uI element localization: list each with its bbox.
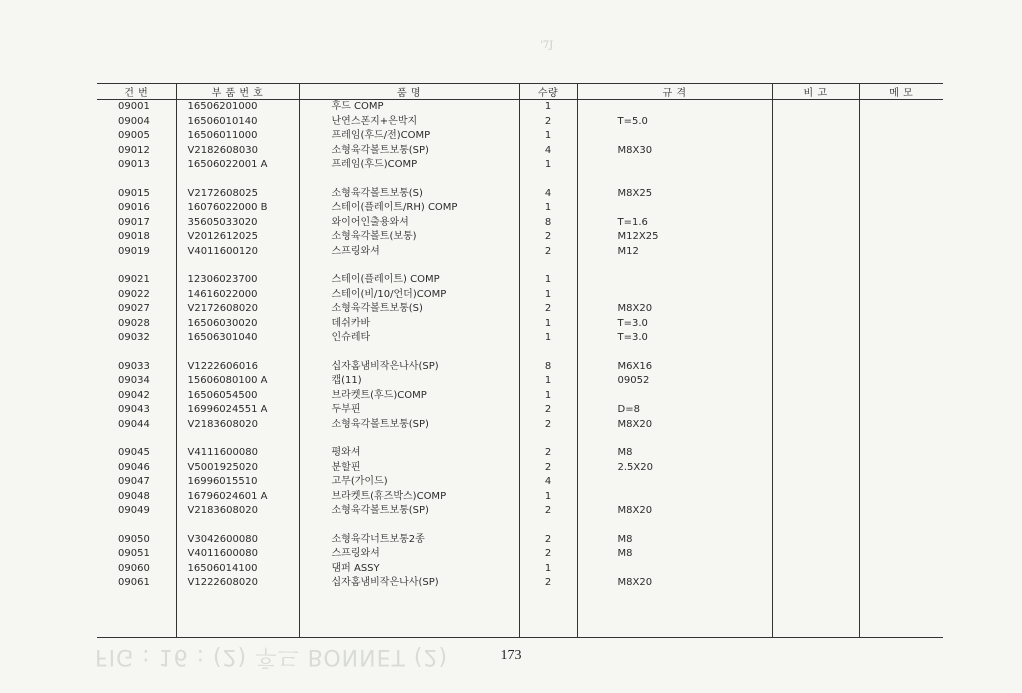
group-gap bbox=[300, 346, 519, 360]
cell-qty: 1 bbox=[544, 101, 552, 112]
cell-spec: M12X25 bbox=[617, 231, 659, 242]
group-gap bbox=[300, 173, 519, 187]
cell-qty: 4 bbox=[544, 476, 552, 487]
cell-part: V2172608025 bbox=[187, 187, 258, 199]
cell-no: 09046 bbox=[118, 461, 150, 473]
bleed-through-text: '7J bbox=[540, 40, 554, 51]
cell-part: 16076022000 B bbox=[187, 202, 268, 213]
group-gap bbox=[177, 519, 299, 533]
cell-part: 16796024601 A bbox=[187, 490, 268, 502]
column-memo bbox=[859, 100, 943, 638]
cell-no: 09049 bbox=[118, 505, 150, 516]
cell-part: V2012612025 bbox=[187, 231, 258, 242]
cell-part: V2183608020 bbox=[187, 418, 258, 430]
cell-qty: 2 bbox=[544, 447, 552, 458]
cell-spec: M12 bbox=[617, 245, 639, 257]
cell-qty: 1 bbox=[544, 130, 552, 141]
cell-no: 09043 bbox=[118, 404, 150, 415]
cell-spec bbox=[578, 100, 772, 115]
cell-part: 16506201000 bbox=[187, 101, 258, 112]
group-gap bbox=[300, 259, 519, 273]
cell-part: 16506022001 A bbox=[187, 159, 268, 170]
cell-qty: 1 bbox=[544, 375, 552, 386]
cell-no: 09027 bbox=[118, 303, 150, 314]
cell-qty: 2 bbox=[544, 461, 552, 473]
cell-part: 16506011000 bbox=[187, 130, 258, 141]
cell-name: 십자홈냄비작은나사(SP) bbox=[331, 360, 439, 372]
cell-qty: 1 bbox=[544, 490, 552, 502]
cell-no: 09032 bbox=[118, 332, 150, 343]
cell-qty: 2 bbox=[544, 548, 552, 559]
cell-name: 프레임(후드)COMP bbox=[331, 159, 418, 170]
cell-qty: 8 bbox=[544, 360, 552, 372]
cell-qty: 4 bbox=[544, 144, 552, 156]
cell-name: 와이어인출용와셔 bbox=[331, 216, 409, 228]
cell-spec: M6X16 bbox=[617, 360, 653, 372]
cell-name: 소형육각볼트(보통) bbox=[331, 231, 417, 242]
cell-name: 스테이(비/10/언더)COMP bbox=[331, 288, 447, 300]
cell-qty: 2 bbox=[544, 505, 552, 516]
header-no: 건 번 bbox=[97, 84, 176, 100]
cell-no: 09060 bbox=[118, 562, 150, 574]
cell-qty: 1 bbox=[544, 332, 552, 343]
cell-no: 09005 bbox=[118, 130, 150, 141]
group-gap bbox=[578, 519, 772, 533]
cell-qty: 1 bbox=[544, 202, 552, 213]
cell-spec: M8 bbox=[617, 447, 633, 458]
cell-part: 16506010140 bbox=[187, 115, 258, 127]
cell-name: 댐퍼 ASSY bbox=[331, 562, 380, 574]
group-gap bbox=[300, 519, 519, 533]
cell-qty: 2 bbox=[544, 404, 552, 415]
cell-no: 09033 bbox=[118, 360, 150, 372]
cell-part: V3042600080 bbox=[187, 533, 258, 545]
cell-name: 브라켓트(휴즈박스)COMP bbox=[331, 490, 447, 502]
cell-no: 09001 bbox=[118, 101, 150, 112]
cell-name: 두부핀 bbox=[331, 404, 361, 415]
header-remark: 비 고 bbox=[772, 84, 859, 100]
cell-spec bbox=[578, 389, 772, 404]
cell-name: 소형육각볼트보통(SP) bbox=[331, 505, 429, 516]
group-gap bbox=[177, 346, 299, 360]
cell-name: 스프링와셔 bbox=[331, 548, 380, 559]
cell-no: 09018 bbox=[118, 231, 150, 242]
header-part-number: 부 품 번 호 bbox=[176, 84, 299, 100]
cell-name: 스테이(플레이트/RH) COMP bbox=[331, 202, 458, 213]
page-number: 173 bbox=[500, 648, 522, 663]
cell-part: V2172608020 bbox=[187, 303, 258, 314]
column-quantity bbox=[519, 100, 577, 638]
group-gap bbox=[520, 259, 577, 273]
group-gap bbox=[578, 259, 772, 273]
cell-spec: D=8 bbox=[617, 404, 640, 415]
cell-name: 소형육각볼트보통(SP) bbox=[331, 418, 429, 430]
cell-qty: 1 bbox=[544, 389, 552, 401]
cell-qty: 2 bbox=[544, 303, 552, 314]
cell-name: 소형육각볼트보통(S) bbox=[331, 187, 423, 199]
cell-part: V1222608020 bbox=[187, 577, 258, 588]
cell-name: 후드 COMP bbox=[331, 101, 384, 112]
group-gap bbox=[520, 173, 577, 187]
cell-part: V1222606016 bbox=[187, 360, 258, 372]
cell-qty: 4 bbox=[544, 187, 552, 199]
header-quantity: 수량 bbox=[519, 84, 577, 100]
cell-qty: 2 bbox=[544, 245, 552, 257]
cell-qty: 2 bbox=[544, 418, 552, 430]
table-body-row bbox=[97, 100, 943, 638]
cell-qty: 2 bbox=[544, 577, 552, 588]
group-gap bbox=[578, 173, 772, 187]
cell-part: V5001925020 bbox=[187, 461, 258, 473]
cell-part: V4011600120 bbox=[187, 245, 258, 257]
cell-part: 16506301040 bbox=[187, 332, 258, 343]
cell-part: V2183608020 bbox=[187, 505, 258, 516]
cell-no: 09004 bbox=[118, 115, 150, 127]
group-gap bbox=[578, 346, 772, 360]
cell-no: 09045 bbox=[118, 447, 150, 458]
parts-table bbox=[97, 83, 943, 638]
cell-spec bbox=[578, 288, 772, 303]
cell-spec bbox=[578, 201, 772, 216]
cell-spec: T=3.0 bbox=[617, 317, 648, 329]
cell-no: 09034 bbox=[118, 375, 150, 386]
column-spec bbox=[577, 100, 772, 638]
header-part-name: 품 명 bbox=[299, 84, 519, 100]
cell-spec: M8X20 bbox=[617, 577, 653, 588]
cell-name: 난연스폰지+은박지 bbox=[331, 115, 418, 127]
cell-spec: M8X20 bbox=[617, 303, 653, 314]
cell-spec: 09052 bbox=[617, 375, 650, 386]
column-remark bbox=[772, 100, 859, 638]
cell-no: 09016 bbox=[118, 202, 150, 213]
cell-qty: 2 bbox=[544, 231, 552, 242]
cell-qty: 2 bbox=[544, 533, 552, 545]
cell-name: 프레임(후드/전)COMP bbox=[331, 130, 431, 141]
cell-spec bbox=[578, 490, 772, 505]
cell-part: 12306023700 bbox=[187, 274, 258, 285]
group-gap bbox=[520, 432, 577, 446]
cell-name: 소형육각볼트보통(S) bbox=[331, 303, 423, 314]
cell-name: 데쉬카바 bbox=[331, 317, 371, 329]
cell-spec: M8X20 bbox=[617, 505, 653, 516]
cell-spec: T=3.0 bbox=[617, 332, 648, 343]
cell-qty: 1 bbox=[544, 159, 552, 170]
cell-qty: 1 bbox=[544, 288, 552, 300]
cell-name: 소형육각너트보통2종 bbox=[331, 533, 425, 545]
cell-no: 09012 bbox=[118, 144, 150, 156]
cell-no: 09048 bbox=[118, 490, 150, 502]
cell-part: 16506054500 bbox=[187, 389, 258, 401]
cell-part: V4111600080 bbox=[187, 447, 258, 458]
cell-no: 09028 bbox=[118, 317, 150, 329]
cell-name: 스프링와셔 bbox=[331, 245, 380, 257]
cell-part: 15606080100 A bbox=[187, 375, 268, 386]
cell-no: 09047 bbox=[118, 476, 150, 487]
cell-name: 소형육각볼트보통(SP) bbox=[331, 144, 429, 156]
cell-no: 09022 bbox=[118, 288, 150, 300]
column-part-name bbox=[299, 100, 519, 638]
group-gap bbox=[520, 346, 577, 360]
cell-part: 16996015510 bbox=[187, 476, 258, 487]
cell-spec: M8 bbox=[617, 548, 633, 559]
cell-name: 인슈레타 bbox=[331, 332, 371, 343]
cell-no: 09044 bbox=[118, 418, 150, 430]
cell-spec: T=1.6 bbox=[617, 216, 648, 228]
cell-spec: M8 bbox=[617, 533, 633, 545]
group-gap bbox=[97, 259, 176, 273]
group-gap bbox=[97, 173, 176, 187]
cell-qty: 1 bbox=[544, 562, 552, 574]
cell-part: 16506014100 bbox=[187, 562, 258, 574]
group-gap bbox=[300, 432, 519, 446]
cell-name: 스테이(플레이트) COMP bbox=[331, 274, 440, 285]
group-gap bbox=[177, 432, 299, 446]
cell-no: 09050 bbox=[118, 533, 150, 545]
group-gap bbox=[97, 346, 176, 360]
column-no bbox=[97, 100, 176, 638]
cell-spec bbox=[578, 129, 772, 144]
cell-qty: 1 bbox=[544, 317, 552, 329]
cell-no: 09042 bbox=[118, 389, 150, 401]
cell-spec bbox=[578, 158, 772, 173]
cell-name: 캡(11) bbox=[331, 375, 362, 386]
cell-part: 16996024551 A bbox=[187, 404, 268, 415]
cell-spec: M8X25 bbox=[617, 187, 653, 199]
cell-no: 09017 bbox=[118, 216, 150, 228]
cell-no: 09013 bbox=[118, 159, 150, 170]
cell-part: V2182608030 bbox=[187, 144, 258, 156]
cell-spec: M8X30 bbox=[617, 144, 653, 156]
cell-qty: 1 bbox=[544, 274, 552, 285]
cell-spec bbox=[578, 475, 772, 490]
group-gap bbox=[177, 259, 299, 273]
header-memo: 메 모 bbox=[859, 84, 943, 100]
cell-spec: 2.5X20 bbox=[617, 461, 653, 473]
cell-name: 고무(가이드) bbox=[331, 476, 388, 487]
cell-no: 09061 bbox=[118, 577, 150, 588]
group-gap bbox=[520, 519, 577, 533]
cell-no: 09021 bbox=[118, 274, 150, 285]
cell-no: 09051 bbox=[118, 548, 150, 559]
cell-part: V4011600080 bbox=[187, 548, 258, 559]
cell-part: 16506030020 bbox=[187, 317, 258, 329]
cell-name: 십자홈냄비작은나사(SP) bbox=[331, 577, 439, 588]
cell-spec: T=5.0 bbox=[617, 115, 648, 127]
cell-spec: M8X20 bbox=[617, 418, 653, 430]
bleed-through-caption: FIG : 16 : (2) 후드 BONNET (2) bbox=[95, 644, 449, 669]
group-gap bbox=[97, 519, 176, 533]
cell-name: 평와셔 bbox=[331, 447, 361, 458]
header-row bbox=[97, 84, 943, 100]
column-part-number bbox=[176, 100, 299, 638]
group-gap bbox=[578, 432, 772, 446]
cell-part: 35605033020 bbox=[187, 216, 258, 228]
cell-no: 09019 bbox=[118, 245, 150, 257]
group-gap bbox=[97, 432, 176, 446]
cell-no: 09015 bbox=[118, 187, 150, 199]
cell-qty: 2 bbox=[544, 115, 552, 127]
cell-name: 분할핀 bbox=[331, 461, 361, 473]
header-spec: 규 격 bbox=[577, 84, 772, 100]
group-gap bbox=[177, 173, 299, 187]
cell-spec bbox=[578, 562, 772, 577]
cell-qty: 8 bbox=[544, 216, 552, 228]
cell-spec bbox=[578, 273, 772, 288]
cell-part: 14616022000 bbox=[187, 288, 258, 300]
cell-name: 브라켓트(후드)COMP bbox=[331, 389, 427, 401]
